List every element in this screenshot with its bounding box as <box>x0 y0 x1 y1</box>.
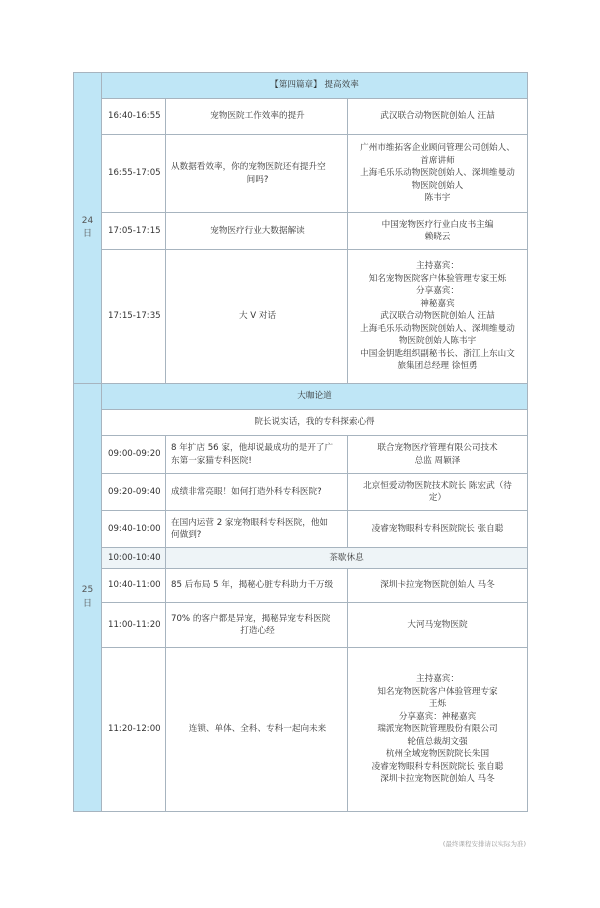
session-topic: 大 V 对话 <box>166 250 348 384</box>
session-topic: 85 后布局 5 年，揭秘心脏专科助力千万级 <box>166 569 348 603</box>
session-time: 10:00-10:40 <box>102 548 166 569</box>
session-speaker: 广州市维拓客企业顾问管理公司创始人、 首席讲师 上海毛乐乐动物医院创始人、深圳维曼动 物医院创始人 陈韦宇 <box>348 135 528 213</box>
footer-note: (最终课程安排请以实际为准) <box>442 840 526 848</box>
session-topic: 8 年扩店 56 家，他却说最成功的是开了广 东第一家猫专科医院! <box>166 436 348 474</box>
session-topic: 宠物医院工作效率的提升 <box>166 99 348 135</box>
section-header: 大咖论道 <box>102 384 528 410</box>
session-time: 16:40-16:55 <box>102 99 166 135</box>
session-time: 09:00-09:20 <box>102 436 166 474</box>
day-label-25: 25 日 <box>74 384 102 812</box>
session-topic: 从数据看效率，你的宠物医院还有提升空 间吗? <box>166 135 348 213</box>
section-header: 【第四篇章】 提高效率 <box>102 73 528 99</box>
day-label-24: 24 日 <box>74 73 102 384</box>
session-speaker: 联合宠物医疗管理有限公司技术 总监 周颖泽 <box>348 436 528 474</box>
session-time: 09:40-10:00 <box>102 511 166 548</box>
session-speaker: 武汉联合动物医院创始人 汪喆 <box>348 99 528 135</box>
session-time: 17:05-17:15 <box>102 213 166 250</box>
session-speaker: 北京恒爱动物医院技术院长 陈宏武（待 定） <box>348 474 528 511</box>
session-topic: 70% 的客户都是异宠，揭秘异宠专科医院 打造心经 <box>166 603 348 648</box>
schedule-table <box>73 72 528 812</box>
session-topic: 连锁、单体、全科、专科一起向未来 <box>166 648 348 812</box>
session-time: 17:15-17:35 <box>102 250 166 384</box>
session-speaker: 深圳卡拉宠物医院创始人 马冬 <box>348 569 528 603</box>
session-speaker: 凌睿宠物眼科专科医院院长 张自聪 <box>348 511 528 548</box>
subsection-header: 院长说实话，我的专科探索心得 <box>102 410 528 436</box>
session-topic: 宠物医疗行业大数据解读 <box>166 213 348 250</box>
session-speaker: 大河马宠物医院 <box>348 603 528 648</box>
tea-break-label: 茶歇休息 <box>166 548 528 569</box>
session-speaker: 主持嘉宾： 知名宠物医院客户体验管理专家 王烁 分享嘉宾：神秘嘉宾 瑞派宠物医院管理股份有限公司 轮值总裁胡文强 杭州全域宠物医院院长朱国 凌睿宠物眼科专科医院院长 张自聪 深圳卡拉宠物医院创始人 马冬 <box>348 648 528 812</box>
session-time: 10:40-11:00 <box>102 569 166 603</box>
session-time: 16:55-17:05 <box>102 135 166 213</box>
session-speaker: 主持嘉宾： 知名宠物医院客户体验管理专家王烁 分享嘉宾： 神秘嘉宾 武汉联合动物医院创始人 汪喆 上海毛乐乐动物医院创始人、深圳维曼动 物医院创始人陈韦宇 中国金钥匙组织副秘书长、浙江上东山文 旅集团总经理 徐恒勇 <box>348 250 528 384</box>
session-speaker: 中国宠物医疗行业白皮书主编 赖晓云 <box>348 213 528 250</box>
session-time: 11:20-12:00 <box>102 648 166 812</box>
session-time: 11:00-11:20 <box>102 603 166 648</box>
session-time: 09:20-09:40 <box>102 474 166 511</box>
session-topic: 成绩非常亮眼！如何打造外科专科医院? <box>166 474 348 511</box>
session-topic: 在国内运营 2 家宠物眼科专科医院，他如 何做到? <box>166 511 348 548</box>
